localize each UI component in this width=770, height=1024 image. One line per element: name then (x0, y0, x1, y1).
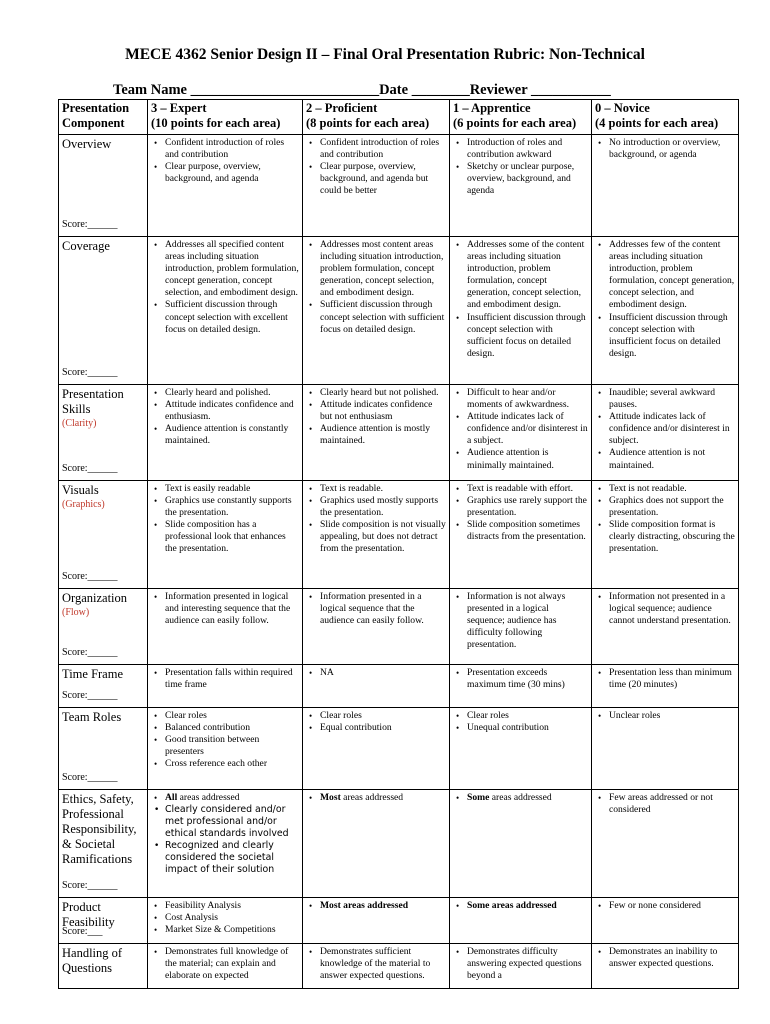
criteria-item (467, 900, 588, 912)
criteria-cell-novice (592, 385, 739, 481)
score-blank: Score:______ (62, 647, 118, 658)
criteria-cell-apprentice (450, 944, 592, 989)
criteria-cell-proficient (303, 665, 450, 708)
criteria-list (306, 792, 446, 804)
criteria-item: • Clear roles (165, 710, 299, 722)
criteria-item: • Clearly heard and polished. (165, 387, 299, 399)
criteria-item: • Graphics does not support the presentation. (609, 495, 735, 519)
criteria-list (306, 137, 446, 197)
criteria-item: • Slide composition sometimes distracts from the presentation. (467, 519, 588, 543)
criteria-item: • Difficult to hear and/or moments of awkwardness. (467, 387, 588, 411)
criteria-item: • Slide composition format is clearly distracting, obscuring the presentation. (609, 519, 735, 555)
component-cell (59, 237, 148, 385)
component-name: Ethics, Safety, Professional Responsibility, & Societal Ramifications (62, 792, 137, 866)
criteria-item: • Addresses few of the content areas including situation introduction, problem formulation, concept generation, concept selection, and embodiment design. (609, 239, 735, 312)
criteria-item: • Confident introduction of roles and contribution (320, 137, 446, 161)
criteria-list (595, 667, 735, 691)
criteria-cell-expert (148, 944, 303, 989)
component-subtitle: (Clarity) (62, 418, 97, 429)
criteria-list (453, 667, 588, 691)
component-cell (59, 481, 148, 589)
criteria-item: • Addresses all specified content areas including situation introduction, problem formulation, concept generation, concept selection, and embodiment design. (165, 239, 299, 299)
emphasis-word: Some (467, 792, 490, 803)
table-row (59, 708, 739, 790)
table-row (59, 944, 739, 989)
score-blank: Score:______ (62, 880, 118, 891)
criteria-item: • Feasibility Analysis (165, 900, 299, 912)
criteria-item (320, 900, 446, 912)
emphasis-word: All (165, 792, 178, 803)
criteria-item: • Insufficient discussion through concept selection with insufficient focus on detailed design. (609, 312, 735, 360)
header-sublabel: Component (62, 116, 125, 130)
component-name: Visuals (62, 483, 99, 497)
criteria-cell-proficient (303, 944, 450, 989)
criteria-item: • All areas addressed (165, 792, 299, 804)
criteria-item: • Audience attention is minimally maintained. (467, 447, 588, 471)
component-name: Presentation Skills (62, 387, 124, 416)
criteria-item: • Demonstrates an inability to answer expected questions. (609, 946, 735, 970)
rubric-table (58, 99, 739, 989)
table-row (59, 665, 739, 708)
criteria-item: • Presentation falls within required time frame (165, 667, 299, 691)
component-name: Time Frame (62, 667, 123, 681)
criteria-item: • Clear purpose, overview, background, and agenda but could be better (320, 161, 446, 197)
criteria-cell-novice (592, 135, 739, 237)
criteria-cell-expert (148, 385, 303, 481)
component-cell (59, 790, 148, 898)
table-row (59, 898, 739, 944)
header-row (59, 100, 739, 135)
criteria-item: • Addresses some of the content areas including situation introduction, problem formulation, concept generation, concept selection, and embodiment design. (467, 239, 588, 312)
criteria-cell-expert (148, 665, 303, 708)
criteria-cell-apprentice (450, 665, 592, 708)
criteria-item: • Market Size & Competitions (165, 924, 299, 936)
criteria-item: • Clear roles (320, 710, 446, 722)
criteria-cell-proficient (303, 135, 450, 237)
criteria-list (151, 900, 299, 936)
criteria-item: • Information presented in a logical sequence that the audience can easily follow. (320, 591, 446, 627)
criteria-list (151, 239, 299, 336)
criteria-item: • Sketchy or unclear purpose, overview, background, and agenda (467, 161, 588, 197)
criteria-item: • Insufficient discussion through concept selection with sufficient focus on detailed design. (467, 312, 588, 360)
criteria-list (453, 483, 588, 543)
table-row (59, 790, 739, 898)
page-title: MECE 4362 Senior Design II – Final Oral Presentation Rubric: Non-Technical (125, 46, 645, 63)
criteria-list (453, 137, 588, 197)
header-label: Presentation (62, 101, 130, 115)
criteria-list (453, 710, 588, 734)
criteria-item: • Attitude indicates lack of confidence and/or disinterest in a subject. (467, 411, 588, 447)
criteria-item: • Attitude indicates confidence and enthusiasm. (165, 399, 299, 423)
component-name: Team Roles (62, 710, 122, 724)
criteria-item: • Clear roles (467, 710, 588, 722)
component-cell (59, 665, 148, 708)
criteria-item: • Recognized and clearly considered the societal impact of their solution (165, 840, 299, 876)
criteria-cell-novice (592, 237, 739, 385)
criteria-list (151, 946, 299, 982)
score-blank: Score:______ (62, 367, 118, 378)
criteria-cell-expert (148, 135, 303, 237)
criteria-list (595, 591, 735, 627)
criteria-cell-proficient (303, 385, 450, 481)
criteria-cell-expert (148, 481, 303, 589)
criteria-list (595, 387, 735, 472)
header-novice (592, 100, 739, 135)
criteria-item: • Unequal contribution (467, 722, 588, 734)
criteria-list (453, 946, 588, 982)
criteria-list (306, 900, 446, 912)
criteria-cell-proficient (303, 237, 450, 385)
criteria-list (453, 239, 588, 360)
criteria-cell-proficient (303, 589, 450, 665)
component-cell (59, 385, 148, 481)
component-cell (59, 589, 148, 665)
header-sublabel: (4 points for each area) (595, 116, 719, 130)
criteria-cell-novice (592, 790, 739, 898)
criteria-cell-proficient (303, 898, 450, 944)
criteria-item: • Demonstrates full knowledge of the material; can explain and elaborate on expected (165, 946, 299, 982)
table-row (59, 237, 739, 385)
criteria-item: • Balanced contribution (165, 722, 299, 734)
criteria-item: • Information is not always presented in a logical sequence; audience has difficulty following presentation. (467, 591, 588, 651)
criteria-list (151, 387, 299, 447)
criteria-cell-proficient (303, 481, 450, 589)
criteria-list (306, 710, 446, 734)
criteria-item: • Sufficient discussion through concept selection with excellent focus on detailed design. (165, 299, 299, 335)
criteria-item: • Inaudible; several awkward pauses. (609, 387, 735, 411)
criteria-list (306, 239, 446, 336)
component-cell (59, 898, 148, 944)
criteria-item: • Good transition between presenters (165, 734, 299, 758)
criteria-item: • Information presented in logical and interesting sequence that the audience can easily follow. (165, 591, 299, 627)
table-row (59, 385, 739, 481)
component-cell (59, 135, 148, 237)
criteria-list (151, 591, 299, 627)
criteria-item: • Audience attention is not maintained. (609, 447, 735, 471)
component-subtitle: (Flow) (62, 607, 90, 618)
score-blank: Score:______ (62, 571, 118, 582)
criteria-list (595, 900, 735, 912)
criteria-item: • Sufficient discussion through concept selection with sufficient focus on detailed design. (320, 299, 446, 335)
criteria-cell-expert (148, 790, 303, 898)
component-name: Coverage (62, 239, 110, 253)
criteria-cell-expert (148, 237, 303, 385)
criteria-list (306, 483, 446, 556)
component-name: Product Feasibility (62, 900, 115, 929)
criteria-item: • Demonstrates sufficient knowledge of the material to answer expected questions. (320, 946, 446, 982)
criteria-cell-expert (148, 589, 303, 665)
header-label: 2 – Proficient (306, 101, 378, 115)
criteria-cell-apprentice (450, 237, 592, 385)
criteria-cell-novice (592, 589, 739, 665)
criteria-item: • Audience attention is constantly maintained. (165, 423, 299, 447)
criteria-list (595, 792, 735, 816)
criteria-cell-apprentice (450, 385, 592, 481)
criteria-item: • Cross reference each other (165, 758, 299, 770)
header-component (59, 100, 148, 135)
criteria-cell-apprentice (450, 135, 592, 237)
criteria-item: • Slide composition is not visually appealing, but does not detract from the presentation. (320, 519, 446, 555)
criteria-list (151, 137, 299, 185)
criteria-item: • Unclear roles (609, 710, 735, 722)
header-sublabel: (8 points for each area) (306, 116, 430, 130)
criteria-list (151, 792, 299, 876)
criteria-item: • Cost Analysis (165, 912, 299, 924)
header-sublabel: (10 points for each area) (151, 116, 281, 130)
criteria-cell-apprentice (450, 481, 592, 589)
criteria-cell-novice (592, 481, 739, 589)
criteria-item: • Addresses most content areas including situation introduction, problem formulation, concept generation, concept selection, and embodiment design. (320, 239, 446, 299)
criteria-item: • Text is readable with effort. (467, 483, 588, 495)
criteria-item: • Most areas addressed (320, 792, 446, 804)
criteria-list (151, 483, 299, 556)
component-cell (59, 708, 148, 790)
criteria-item: • Attitude indicates lack of confidence and/or disinterest in subject. (609, 411, 735, 447)
header-proficient (303, 100, 450, 135)
table-row (59, 589, 739, 665)
criteria-cell-novice (592, 665, 739, 708)
criteria-item: • Clearly heard but not polished. (320, 387, 446, 399)
score-blank: Score:______ (62, 463, 118, 474)
criteria-item: • NA (320, 667, 446, 679)
criteria-cell-apprentice (450, 589, 592, 665)
criteria-list (595, 483, 735, 556)
criteria-item: • Information not presented in a logical sequence; audience cannot understand presentation. (609, 591, 735, 627)
criteria-cell-apprentice (450, 898, 592, 944)
table-row (59, 481, 739, 589)
criteria-item: • Graphics use constantly supports the presentation. (165, 495, 299, 519)
criteria-list (151, 710, 299, 770)
criteria-list (306, 667, 446, 679)
criteria-item: • Attitude indicates confidence but not enthusiasm (320, 399, 446, 423)
header-sublabel: (6 points for each area) (453, 116, 577, 130)
criteria-item: • Some areas addressed (467, 792, 588, 804)
criteria-item: • Clearly considered and/or met professional and/or ethical standards involved (165, 804, 299, 840)
emphasis-word: Most (320, 792, 341, 803)
score-blank: Score:___ (62, 926, 103, 937)
criteria-item: • Audience attention is mostly maintained. (320, 423, 446, 447)
criteria-cell-proficient (303, 790, 450, 898)
criteria-cell-expert (148, 708, 303, 790)
criteria-item: • Text is easily readable (165, 483, 299, 495)
component-subtitle: (Graphics) (62, 499, 105, 510)
criteria-list (306, 946, 446, 982)
criteria-item: • Presentation less than minimum time (20 minutes) (609, 667, 735, 691)
criteria-cell-novice (592, 944, 739, 989)
score-blank: Score:______ (62, 690, 118, 701)
component-name: Overview (62, 137, 112, 151)
header-label: 3 – Expert (151, 101, 207, 115)
score-blank: Score:______ (62, 219, 118, 230)
team-info-line: Team Name __________________________Date ________Reviewer ___________ (113, 82, 611, 98)
criteria-list (595, 710, 735, 722)
component-cell (59, 944, 148, 989)
header-label: 1 – Apprentice (453, 101, 531, 115)
component-name: Organization (62, 591, 128, 605)
emphasis-text: Most areas addressed (320, 900, 409, 911)
criteria-item: • Text is readable. (320, 483, 446, 495)
emphasis-text: Some areas addressed (467, 900, 557, 911)
criteria-item: • Graphics used mostly supports the presentation. (320, 495, 446, 519)
criteria-list (453, 900, 588, 912)
criteria-list (453, 591, 588, 651)
header-expert (148, 100, 303, 135)
criteria-cell-novice (592, 708, 739, 790)
criteria-item: • Clear purpose, overview, background, and agenda (165, 161, 299, 185)
rubric-body (59, 135, 739, 989)
criteria-list (595, 239, 735, 360)
criteria-list (306, 387, 446, 447)
criteria-cell-apprentice (450, 790, 592, 898)
header-label: 0 – Novice (595, 101, 650, 115)
score-blank: Score:______ (62, 772, 118, 783)
criteria-item: • Slide composition has a professional look that enhances the presentation. (165, 519, 299, 555)
component-name: Handling of Questions (62, 946, 123, 975)
criteria-cell-novice (592, 898, 739, 944)
criteria-list (306, 591, 446, 627)
criteria-item: • Presentation exceeds maximum time (30 mins) (467, 667, 588, 691)
criteria-list (453, 792, 588, 804)
criteria-list (595, 137, 735, 161)
criteria-cell-expert (148, 898, 303, 944)
criteria-cell-proficient (303, 708, 450, 790)
criteria-list (453, 387, 588, 472)
criteria-list (595, 946, 735, 970)
header-apprentice (450, 100, 592, 135)
table-row (59, 135, 739, 237)
criteria-item: • Demonstrates difficulty answering expected questions beyond a (467, 946, 588, 982)
criteria-item: • Graphics use rarely support the presentation. (467, 495, 588, 519)
criteria-cell-apprentice (450, 708, 592, 790)
criteria-item: • Few areas addressed or not considered (609, 792, 735, 816)
criteria-list (151, 667, 299, 691)
criteria-item: • Few or none considered (609, 900, 735, 912)
criteria-item: • No introduction or overview, background, or agenda (609, 137, 735, 161)
criteria-item: • Text is not readable. (609, 483, 735, 495)
criteria-item: • Introduction of roles and contribution awkward (467, 137, 588, 161)
criteria-item: • Confident introduction of roles and contribution (165, 137, 299, 161)
criteria-item: • Equal contribution (320, 722, 446, 734)
